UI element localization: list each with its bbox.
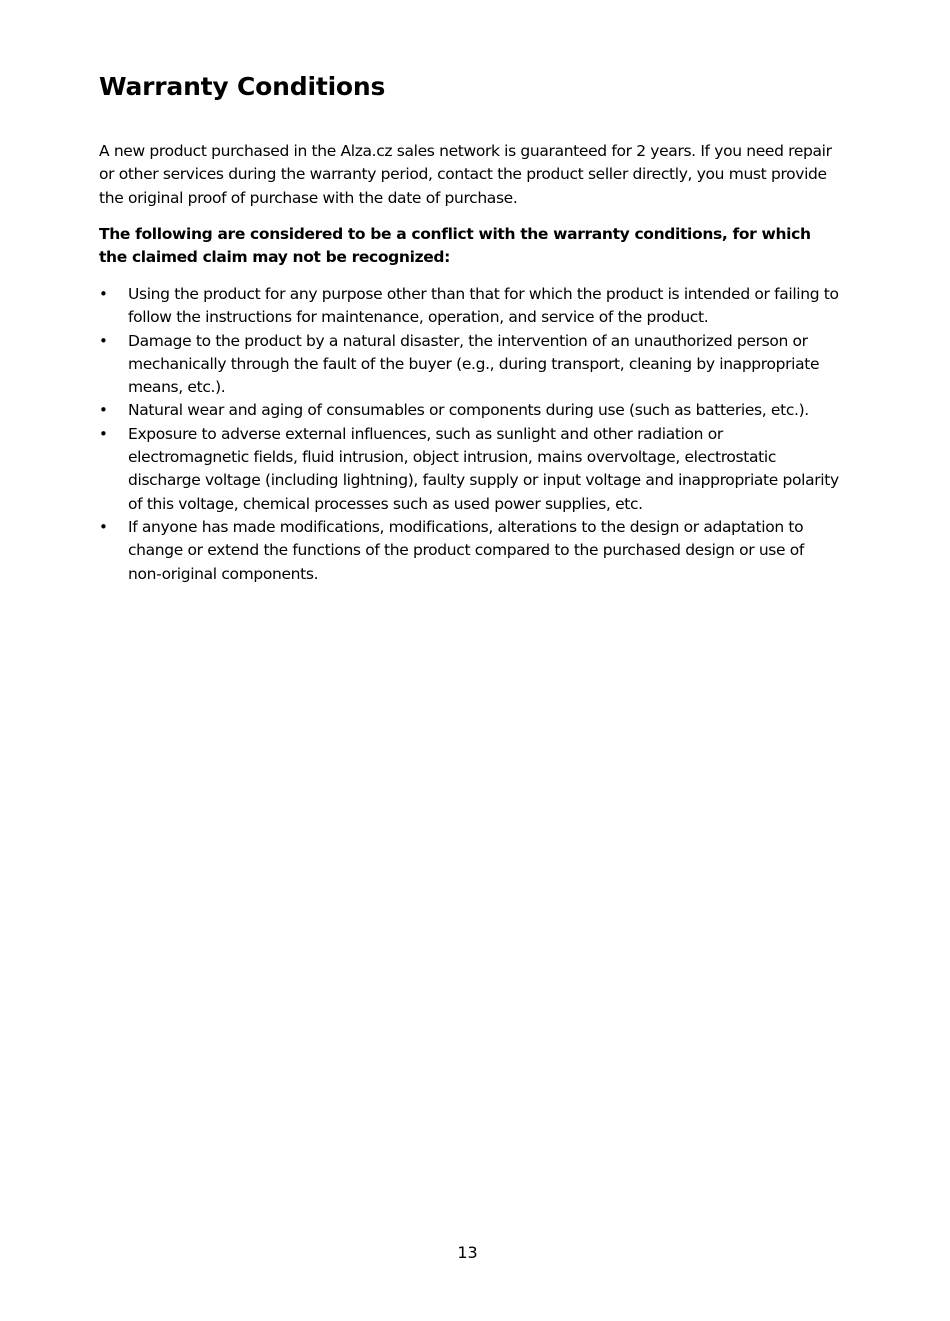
list-item bbox=[99, 330, 839, 400]
warranty-conditions-list bbox=[99, 283, 839, 586]
list-item bbox=[99, 399, 839, 422]
bullet-icon: • bbox=[99, 331, 108, 350]
list-item-text: Natural wear and aging of consumables or components during use (such as batteries, etc.). bbox=[128, 401, 809, 420]
list-item bbox=[99, 516, 839, 586]
page-number: 13 bbox=[457, 1243, 478, 1262]
bullet-icon: • bbox=[99, 517, 108, 536]
bullet-icon: • bbox=[99, 401, 108, 420]
list-item bbox=[99, 283, 839, 330]
list-item-text: Exposure to adverse external influences, such as sunlight and other radiation or electromagnetic fields, fluid intrusion, object intrusion, mains overvoltage, electrostatic discharge voltage (including lightning), faulty supply or input voltage and inappropriate polarity of this voltage, chemical processes such as used power supplies, etc. bbox=[128, 424, 839, 513]
intro-paragraph: A new product purchased in the Alza.cz sales network is guaranteed for 2 years. If you need repair or other services during the warranty period, contact the product seller directly, you must provide the original proof of purchase with the date of purchase. bbox=[99, 142, 832, 207]
bullet-icon: • bbox=[99, 424, 108, 443]
bullet-icon: • bbox=[99, 285, 108, 303]
list-item-text: Using the product for any purpose other than that for which the product is intended or failing to follow the instructions for maintenance, operation, and service of the product. bbox=[128, 285, 839, 327]
page-title: Warranty Conditions bbox=[99, 72, 386, 101]
list-item-text: If anyone has made modifications, modifications, alterations to the design or adaptation to change or extend the functions of the product compared to the purchased design or use of non-original components. bbox=[128, 517, 805, 583]
conflict-heading: The following are considered to be a conflict with the warranty conditions, for which the claimed claim may not be recognized: bbox=[99, 225, 811, 267]
list-item-text: Damage to the product by a natural disaster, the intervention of an unauthorized person or mechanically through the fault of the buyer (e.g., during transport, cleaning by inappropriate means, etc.). bbox=[128, 331, 820, 397]
list-item bbox=[99, 423, 839, 516]
